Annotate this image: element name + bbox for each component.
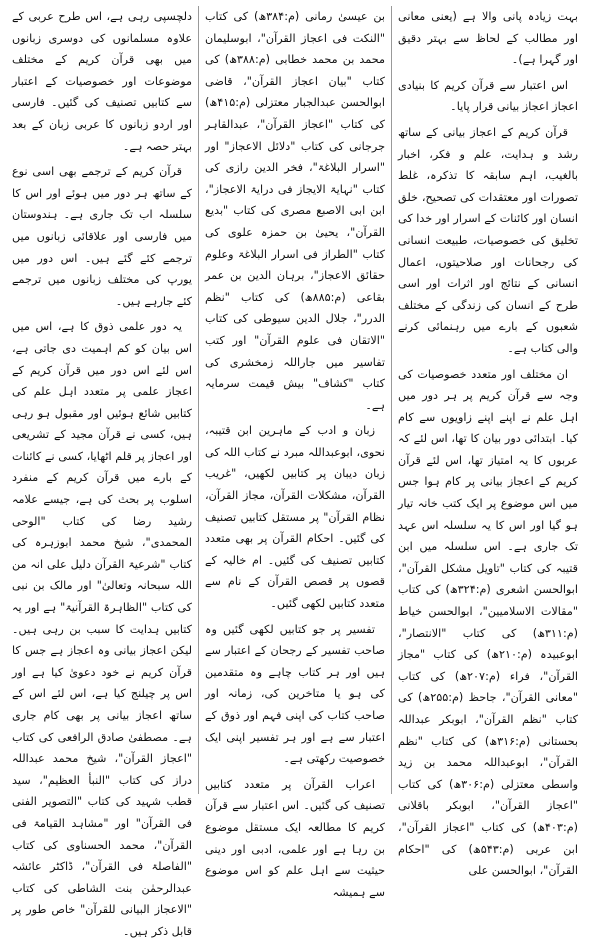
paragraph: بہت زیادہ پانی والا ہے (یعنی معانی اور مطالب کے لحاظ سے بہتر دقیق اور گہرا ہے)۔ [398,10,578,67]
paragraph: تفسیر پر جو کتابیں لکھی گئیں وہ صاحب تفسیر کے رجحان کے اعتبار سے ہیں اور ہر کتاب چاہے وہ متقدمین کی ہو یا متاخرین کی، زمانہ اور صاحب کتاب کی اپنی فہم اور ذوق کے اعتبار سے ہے اور ہر تفسیر اپنی ایک خصوصیت رکھتی ہے۔ [205,622,385,766]
paragraph: اس اعتبار سے قرآن کریم کا بنیادی اعجاز اعجاز بیانی قرار پایا۔ [398,78,578,114]
paragraph: یہ دور علمی ذوق کا ہے، اس میں اس بیان کو کم اہمیت دی جاتی ہے، اس لئے اس دور میں قرآن کریم کے اعجاز علمی پر متعدد اہل علم کی کتابیں شائع ہوئیں اور مقبول ہو رہی ہیں، کسی نے قرآن مجید کے تشریعی اور اعجاز پر قلم اٹھایا، کسی نے کائنات کے بارے میں قرآن کریم کے منفرد اسلوب پر بحث کی ہے، جیسے علامہ رشید رضا کی کتاب "الوحی المحمدی"، شیخ محمد ابوزہرہ کی کتاب "شرعیۃ القرآن دلیل علی انہ من اللہ سبحانہ وتعالیٰ" اور مالک بن نبی کی کتاب "الظاہرۃ القرآنیۃ" ہے اور یہ کتابیں ہدایت کا سبب بن رہی ہیں۔ لیکن اعجاز بیانی وہ اعجاز ہے جس کا قرآن کریم نے خود دعویٰ کیا ہے اور اس پر چیلنج کیا ہے، اس لئے اس کے ساتھ اعجاز بیانی پر بھی کام جاری ہے۔ مصطفیٰ صادق الرافعی کی کتاب "اعجاز القرآن"، شیخ محمد عبداللہ دراز کی کتاب "النبأ العظیم"، سید قطب شہید کی کتاب "التصویر الفنی فی القرآن" اور "مشاہد القیامۃ فی القرآن"، محمد الحسناوی کی کتاب "الفاصلۃ فی القرآن"، ڈاکٹر عائشہ عبدالرحمٰن بنت الشاطی کی کتاب "الاعجاز البیانی للقرآن" خاص طور پر قابل ذکر ہیں۔ [12,320,192,938]
paragraph: اعراب القرآن پر متعدد کتابیں تصنیف کی گئیں۔ اس اعتبار سے قرآن کریم کا مطالعہ ایک مستقل موضوع بن رہا ہے اور علمی، ادبی اور دینی حیثیت سے اہل علم کو اس موضوع سے ہمیشہ [205,777,385,899]
text-column-right [392,6,584,878]
paragraph: زبان و ادب کے ماہرین ابن قتیبہ، نحوی، ابوعبداللہ مبرد نے کتاب اللہ کی زبان دیبان پر کتابیں لکھیں، "غریب القرآن، مشکلات القرآن، مجاز القرآن، نظام القرآن" پر مستقل کتابیں تصنیف کی گئیں۔ احکام القرآن پر بھی متعدد کتابیں تصنیف کی گئیں۔ ام خالیہ کے قصوں پر قصص القرآن کے نام سے متعدد کتابیں لکھی گئیں۔ [205,424,385,611]
text-column-left [6,6,198,938]
paragraph: دلچسپی رہی ہے، اس طرح عربی کے علاوہ مسلمانوں کی دوسری زبانوں میں بھی قرآن کریم کے مختلف موضوعات اور خصوصیات کے اعتبار سے کتابیں تصنیف کی گئیں۔ فارسی اور اردو زبانوں کا عربی زبان کے بعد بہتر حصہ ہے۔ [12,10,192,153]
paragraph: قرآن کریم کے اعجاز بیانی کے ساتھ رشد و ہدایت، علم و فکر، اخبار بالغیب، اہم سابقہ کا تذکرہ، غلط تصورات اور معتقدات کی تصحیح، خلق انسان اور کائنات کے اسرار اور خدا کی تخلیق کی خصوصیات، طبیعت انسانی کی رجحانات اور صلاحیتوں، اعمال انسانی کے نتائج اور اثرات اور اسی طرح کے انسان کی زندگی کے مختلف شعبوں کے بارے میں رہنمائی کرنے والی کتاب ہے۔ [398,125,578,355]
text-column-middle [198,6,392,899]
paragraph: ان مختلف اور متعدد خصوصیات کی وجہ سے قرآن کریم پر ہر دور میں اہل علم نے اپنے اپنے زاویوں سے کام کیا۔ ابتدائی دور بیان کا تھا، اس لئے کہ عربوں کا یہ امتیاز تھا، اس لئے قرآن کریم کے اعجاز بیانی پر کام ہوا جس میں اس موضوع پر ایک کتب خانہ تیار ہو گیا اور اس کا یہ سلسلہ اس عہد تک جاری ہے۔ اس سلسلہ میں ابن قتیبہ کی کتاب "تاویل مشکل القرآن"، ابوالحسن اشعری (م:۳۲۴ھ) کی کتاب "مقالات الاسلامیین"، ابوالحسن خیاط (م:۳۱۱ھ) کی کتاب "الانتصار"، ابوعبیدہ (م:۲۱۰ھ) کی کتاب "مجاز القرآن"، فراء (م:۲۰۷ھ) کی کتاب "معانی القرآن"، جاحظ (م:۲۵۵ھ) کی کتاب "نظم القرآن"، ابوبکر عبداللہ بحستانی (م:۳۱۶ھ) کی کتاب "نظم القرآن"، ابوعبداللہ محمد بن زید واسطی معتزلی (م:۳۰۶ھ) کی کتاب "اعجاز القرآن"، ابوبکر باقلانی (م:۴۰۳ھ) کی کتاب "اعجاز القرآن"، ابن عربی (م:۵۴۳ھ) کی "احکام القرآن"، ابوالحسن علی [398,367,579,878]
paragraph: بن عیسیٰ رمانی (م:۳۸۴ھ) کی کتاب "النکت فی اعجاز القرآن"، ابوسلیمان محمد بن محمد خطابی (م:۳۸۸ھ) کی کتاب "بیان اعجاز القرآن"، قاضی ابوالحسن عبدالجبار معتزلی (م:۴۱۵ھ) کی کتاب "اعجاز القرآن"، عبدالقاہر جرجانی کی کتاب "دلائل الاعجاز" اور "اسرار البلاغۃ"، فخر الدین رازی کی کتاب "نہایۃ الایجاز فی درایۃ الاعجاز"، ابن ابی الاصبع مصری کی کتاب "بدیع القرآن"، یحییٰ بن حمزہ علوی کی کتاب "الطراز فی اسرار البلاغۃ وعلوم حقائق الاعجاز"، برہان الدین بن عمر بقاعی (م:۸۸۵ھ) کی کتاب "نظم الدرر"، جلال الدین سیوطی کی کتاب "الاتقان فی علوم القرآن" اور کتب تفاسیر میں جاراللہ زمخشری کی کتاب "کشاف" بیش قیمت سرمایہ ہے۔ [205,10,385,412]
paragraph: قرآن کریم کے ترجمے بھی اسی نوع کے ساتھ ہر دور میں ہوئے اور اس کا سلسلہ اب تک جاری ہے۔ ہندوستان میں فارسی اور علاقائی زبانوں میں ترجمے کئے گئے ہیں۔ اس دور میں یورپ کی مختلف زبانوں میں ترجمے کئے جارہے ہیں۔ [12,165,192,308]
